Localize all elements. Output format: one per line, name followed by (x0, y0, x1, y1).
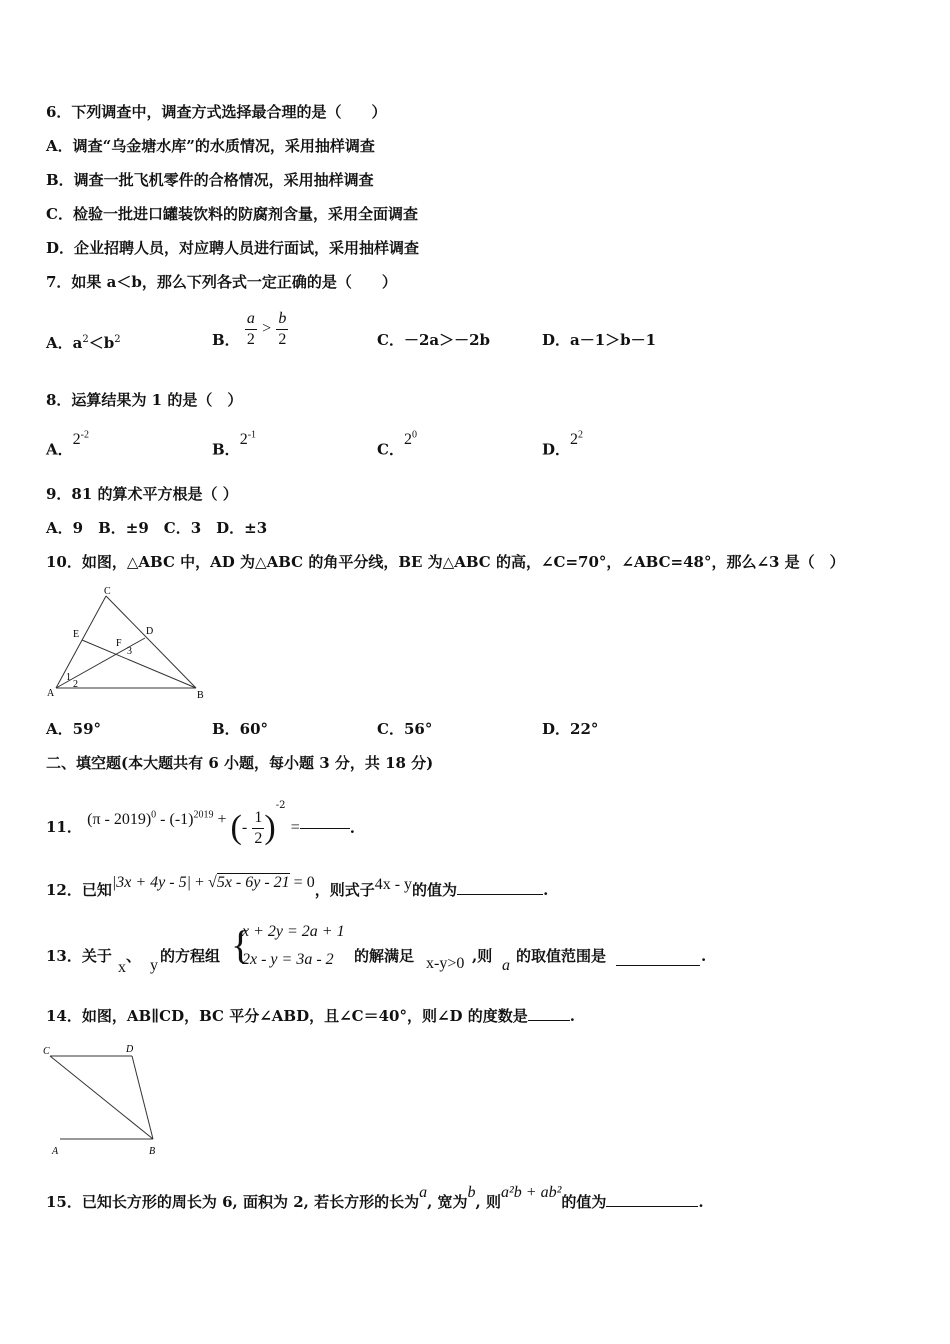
q15: 15．已知长方形的周长为 6, 面积为 2, 若长方形的长为a, 宽为b, 则a²b + ab²的值为 . (46, 1184, 704, 1211)
label-3: 3 (127, 646, 132, 657)
q9-stem: 9．81 的算术平方根是（ ） (46, 485, 238, 503)
label-b: B (149, 1146, 156, 1157)
label-d: D (126, 1044, 134, 1055)
answer-blank[interactable] (616, 948, 700, 966)
label-a: A (52, 1146, 59, 1157)
label-d: D (146, 626, 154, 637)
q8-option-b: B．$2^{-1}$ (212, 430, 257, 459)
label-f: F (116, 638, 122, 649)
q8-option-c: C．$2^0$ (377, 430, 417, 459)
q11: 11． $(\pi - 2019)^0 - (-1)^{2019}$ + (- $\frac{1}{2}$ )$^{-2}$ = . (46, 800, 355, 847)
q7-option-b: B． $\frac{a}{2}$ > $\frac{b}{2}$ (212, 309, 287, 349)
q6-option-b: B．调查一批飞机零件的合格情况，采用抽样调查 (46, 171, 374, 189)
section-2-heading: 二、填空题(本大题共有 6 小题，每小题 3 分，共 18 分) (46, 754, 434, 772)
q12: 12．已知|3x + 4y - 5| + √5x - 6y - 21 = 0，则式子4x - y的值为 . (46, 874, 549, 899)
q9-options: A．9 B．±9 C．3 D．±3 (46, 519, 268, 537)
q6-option-d: D．企业招聘人员，对应聘人员进行面试，采用抽样调查 (46, 239, 420, 257)
q7-option-d: D．a－1＞b－1 (542, 331, 657, 349)
answer-blank[interactable] (300, 828, 350, 829)
answer-blank[interactable] (457, 894, 543, 895)
fraction: $\frac{b}{2}$ (278, 309, 287, 348)
label-1: 1 (66, 672, 71, 683)
q10-option-a: A．59° (46, 720, 102, 738)
q7-option-c: C．－2a＞－2b (377, 331, 491, 349)
label-a: A (47, 688, 55, 699)
q8-option-d: D．$2^2$ (542, 430, 584, 459)
label-2: 2 (73, 679, 78, 690)
q6-option-c: C．检验一批进口罐装饮料的防腐剂含量，采用全面调查 (46, 205, 418, 223)
answer-blank[interactable] (606, 1206, 698, 1207)
label-b: B (197, 690, 204, 701)
q6-option-a: A．调查“乌金塘水库”的水质情况，采用抽样调查 (46, 137, 375, 155)
q6-stem: 6．下列调查中，调查方式选择最合理的是（ ） (46, 103, 387, 121)
q10-option-c: C．56° (377, 720, 433, 738)
q14-parallel-lines-figure (40, 1040, 170, 1160)
q10-option-d: D．22° (542, 720, 599, 738)
fraction: $\frac{a}{2}$ (246, 309, 255, 348)
q10-stem: 10．如图，△ABC 中，AD 为△ABC 的角平分线，BE 为△ABC 的高，∠C=70°，∠ABC=48°，那么∠3 是（ ） (46, 553, 845, 571)
q10-triangle-figure (44, 584, 214, 702)
answer-blank[interactable] (528, 1020, 570, 1021)
q7-option-a: A．$a^2<b^2$ (46, 334, 121, 352)
q10-option-b: B．60° (212, 720, 269, 738)
label-c: C (43, 1046, 50, 1057)
q14: 14．如图，AB∥CD，BC 平分∠ABD，且∠C＝40°，则∠D 的度数是 . (46, 1007, 576, 1025)
q7-stem: 7．如果 a＜b，那么下列各式一定正确的是（ ） (46, 273, 397, 291)
label-e: E (73, 629, 80, 640)
q8-stem: 8．运算结果为 1 的是（ ） (46, 391, 243, 409)
q8-option-a: A．$2^{-2}$ (46, 430, 89, 459)
label-c: C (104, 586, 111, 597)
